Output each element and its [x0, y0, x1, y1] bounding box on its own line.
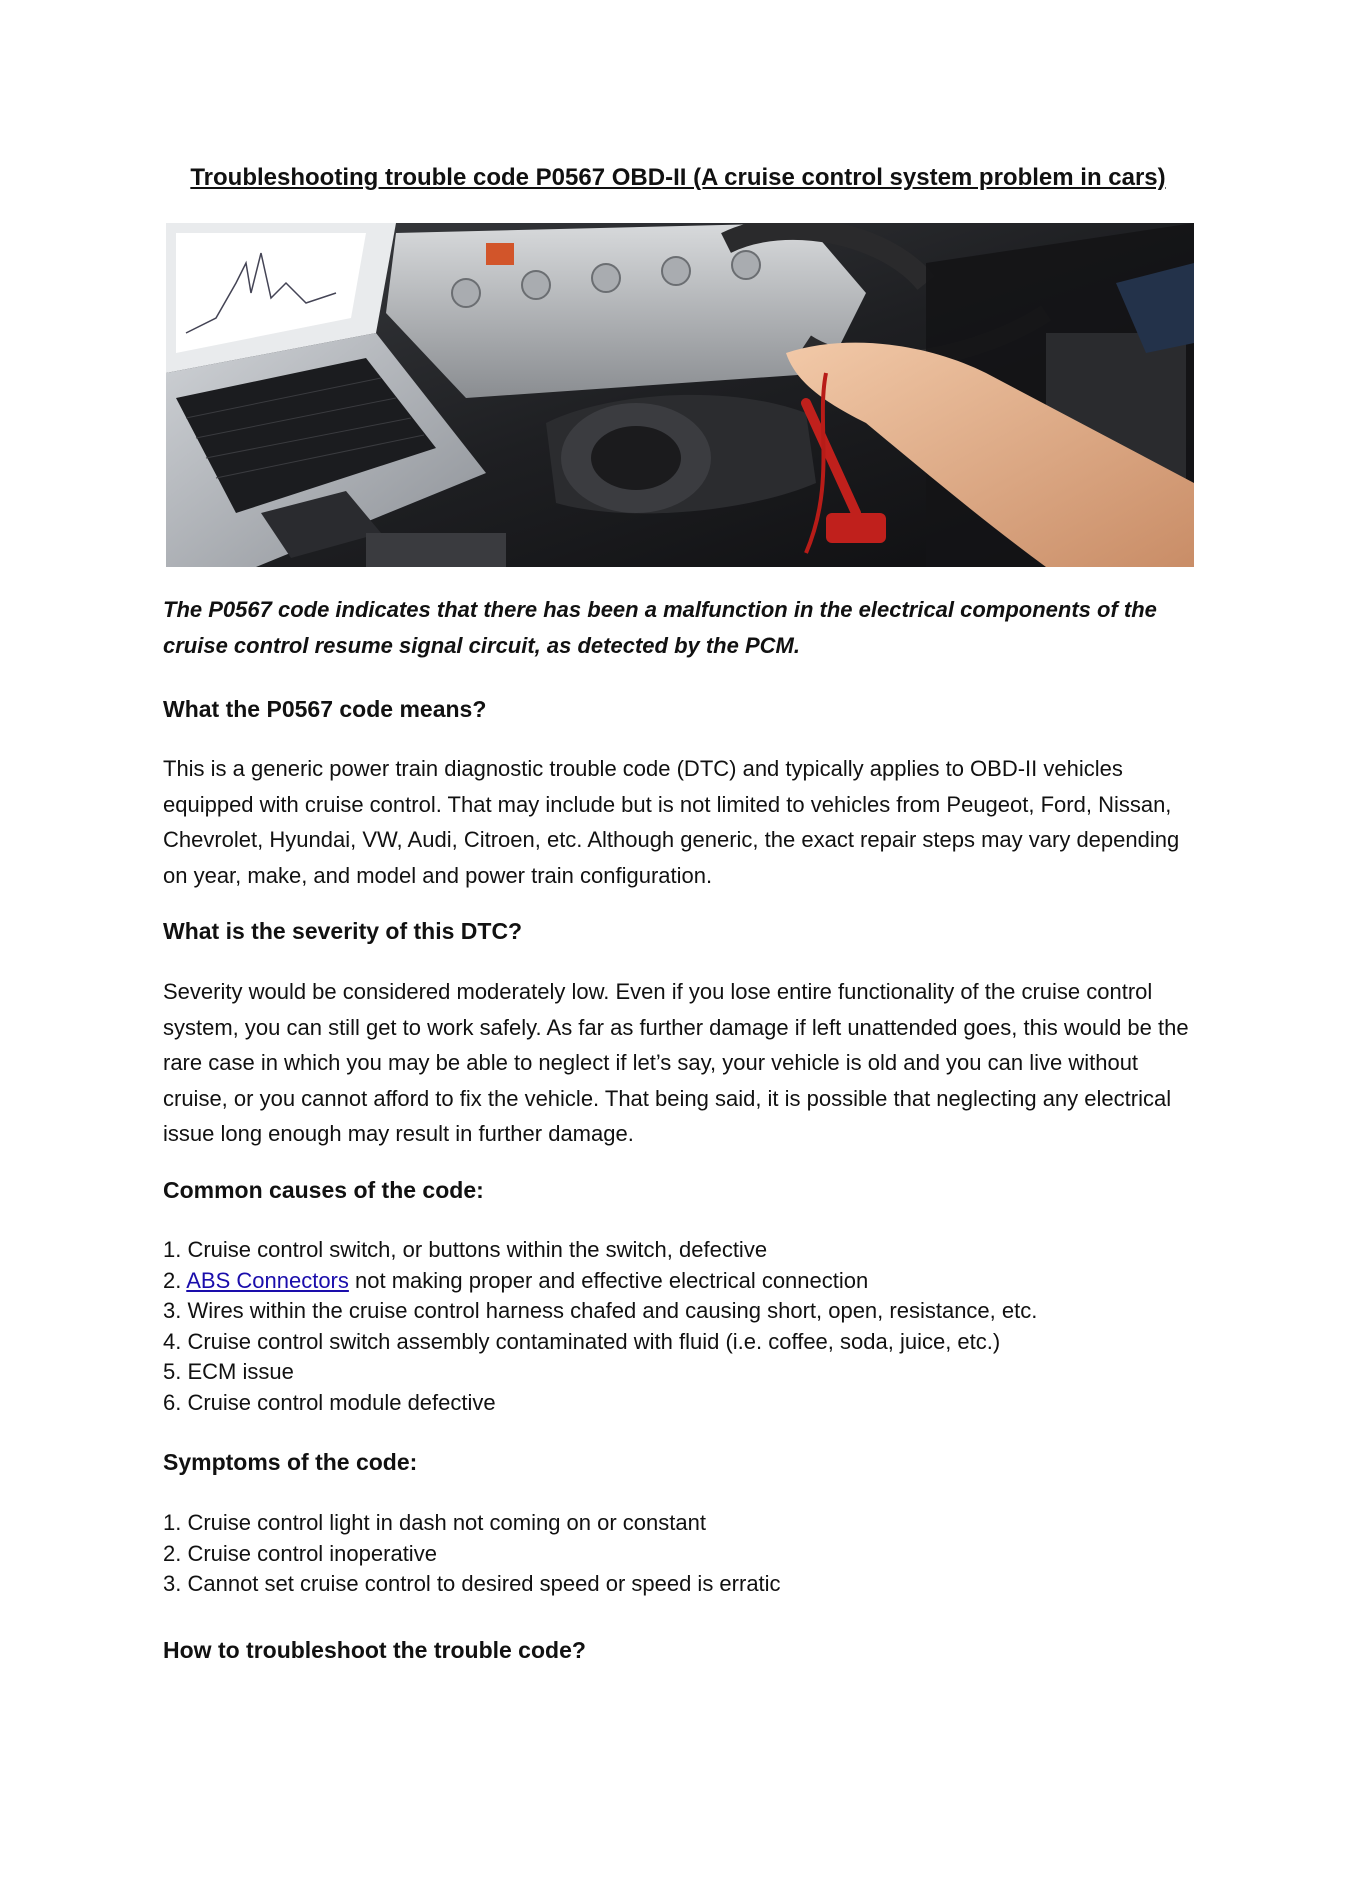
list-text: Wires within the cruise control harness chafed and causing short, open, resistance, etc. [187, 1298, 1038, 1323]
heading-severity: What is the severity of this DTC? [163, 918, 523, 944]
heading-troubleshoot: How to troubleshoot the trouble code? [163, 1637, 586, 1663]
list-item [163, 1266, 1037, 1297]
list-item [163, 1357, 1037, 1388]
heading-causes: Common causes of the code: [163, 1177, 484, 1203]
list-text: not making proper and effective electrical connection [348, 1267, 869, 1293]
list-text: Cannot set cruise control to desired speed or speed is erratic [187, 1571, 781, 1596]
list-number: 3. [163, 1571, 188, 1596]
paragraph-meaning: This is a generic power train diagnostic trouble code (DTC) and typically applies to OBD-II vehicles equipped with cruise control. That may include but is not limited to vehicles from Peugeot, Ford, Nissan, Chevrolet, Hyundai, VW, Audi, Citroen, etc. Although generic, the exact repair steps may vary depending on year, make, and model and power train configuration. [163, 756, 1180, 888]
causes-list [163, 1235, 1037, 1418]
list-item [163, 1508, 781, 1539]
list-number: 1. [163, 1237, 188, 1262]
list-text: Cruise control module defective [187, 1389, 496, 1415]
list-item [163, 1327, 1037, 1358]
heading-symptoms: Symptoms of the code: [163, 1449, 418, 1475]
list-number: 6. [163, 1389, 188, 1415]
list-item [163, 1539, 781, 1570]
paragraph-severity: Severity would be considered moderately low. Even if you lose entire functionality of the cruise control system, you can still get to work safely. As far as further damage if left unattended goes, this would be the rare case in which you may be able to neglect if let’s say, your vehicle is old and you can live without cruise, or you cannot afford to fix the vehicle. That being said, it is possible that neglecting any electrical issue long enough may result in further damage. [163, 979, 1189, 1146]
list-number: 1. [163, 1510, 188, 1535]
list-item [163, 1235, 1037, 1266]
lead-summary: The P0567 code indicates that there has been a malfunction in the electrical components of the cruise control resume signal circuit, as detected by the PCM. [163, 597, 1157, 658]
engine-diagnostics-illustration [166, 223, 1194, 567]
list-number: 5. [163, 1359, 188, 1384]
list-number: 3. [163, 1298, 188, 1323]
list-number: 2. [163, 1540, 188, 1566]
page-title: Troubleshooting trouble code P0567 OBD-II (A cruise control system problem in cars) [190, 164, 1166, 191]
heading-meaning: What the P0567 code means? [163, 696, 487, 722]
list-item [163, 1569, 781, 1600]
list-number: 2. [163, 1267, 187, 1293]
hero-image [166, 223, 1194, 567]
list-item [163, 1296, 1037, 1327]
list-text: Cruise control inoperative [187, 1540, 437, 1566]
list-text: ECM issue [187, 1359, 294, 1384]
abs-connectors-link[interactable]: ABS Connectors [186, 1267, 349, 1293]
symptoms-list [163, 1508, 781, 1600]
list-text: Cruise control switch assembly contaminated with fluid (i.e. coffee, soda, juice, etc.) [187, 1328, 1001, 1354]
list-text: Cruise control light in dash not coming on or constant [187, 1510, 706, 1535]
list-text: Cruise control switch, or buttons within the switch, defective [187, 1237, 768, 1262]
list-item [163, 1388, 1037, 1419]
list-number: 4. [163, 1328, 188, 1354]
